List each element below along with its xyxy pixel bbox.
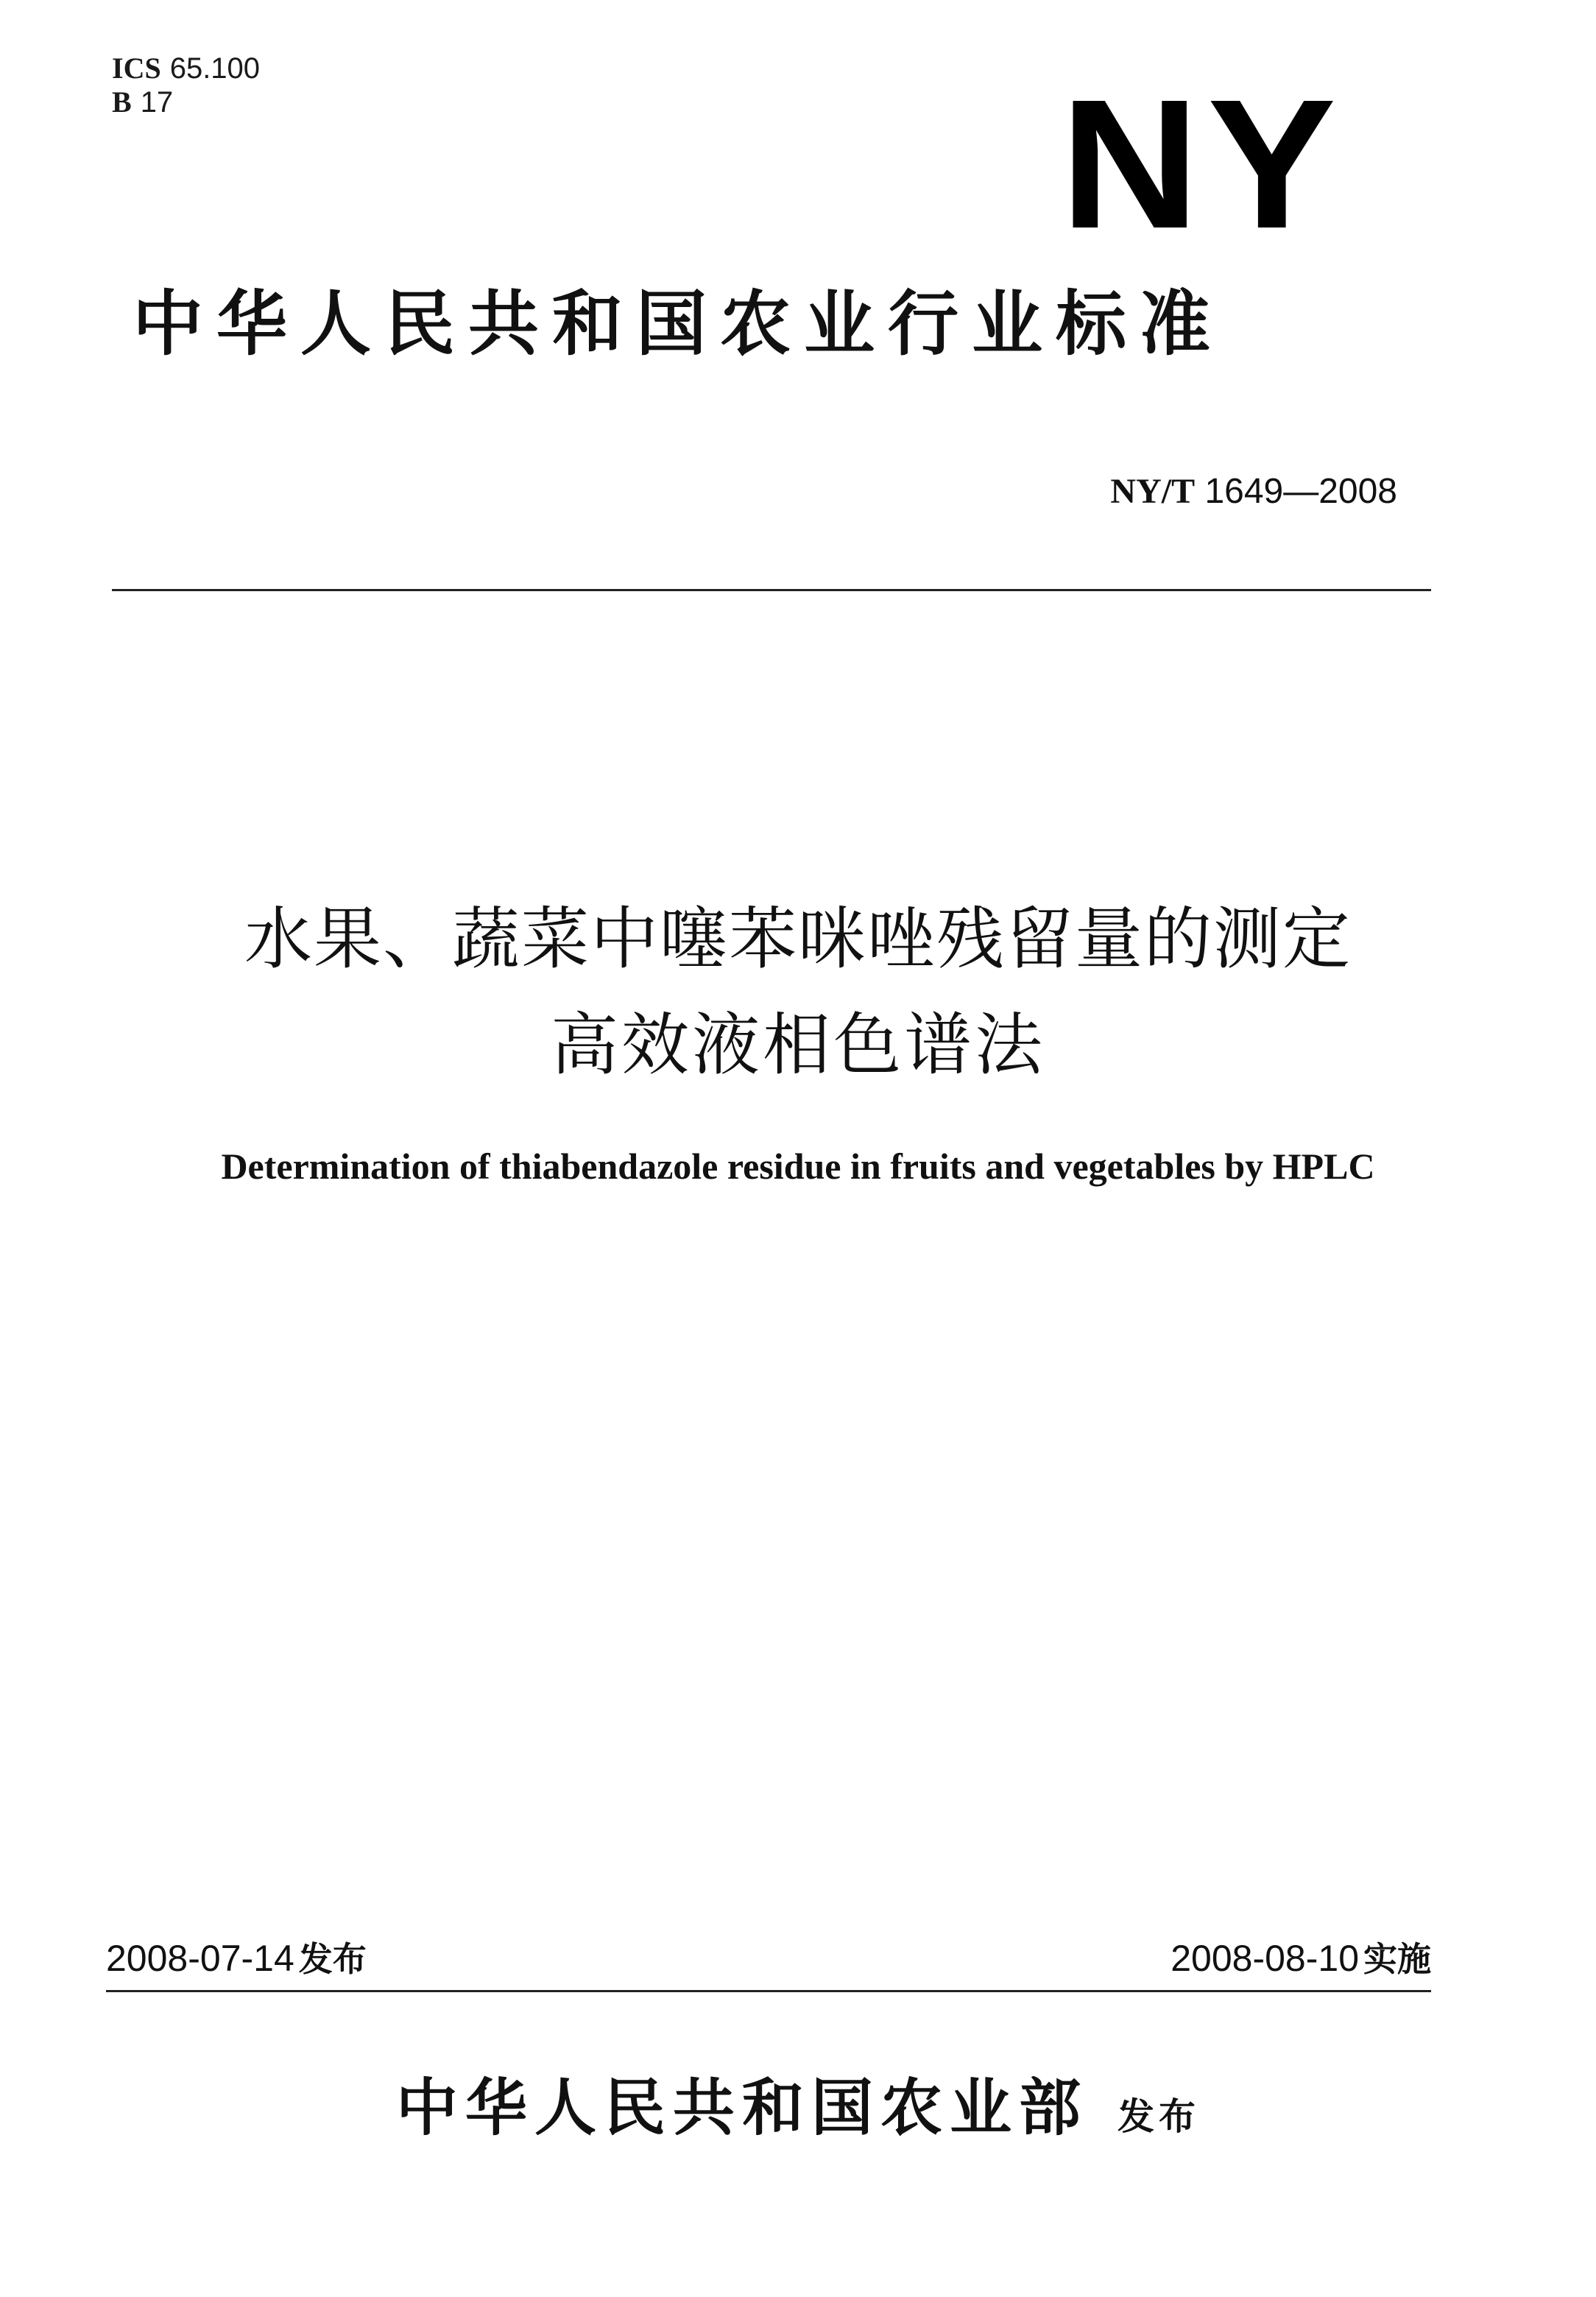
- ministry-title: 中华人民共和国农业行业标准: [133, 282, 1224, 365]
- issuer-org: 中华人民共和国农业部: [395, 2071, 1088, 2144]
- issue-label: 发布: [298, 1939, 367, 1979]
- issuer: [0, 2067, 1596, 2148]
- ics-line: [112, 52, 260, 85]
- issue-date-block: [106, 1935, 367, 1983]
- standard-prefix: NY/T: [1110, 472, 1196, 511]
- bottom-divider: [106, 1990, 1431, 1992]
- ccs-code: 17: [140, 86, 174, 119]
- ccs-line: [112, 85, 260, 119]
- issue-date: 2008-07-14: [106, 1938, 294, 1979]
- issuer-action: 发布: [1117, 2095, 1200, 2138]
- standard-code: 1649—2008: [1204, 472, 1397, 511]
- ccs-label: B: [112, 85, 132, 119]
- standard-number: [1110, 471, 1397, 512]
- implement-label: 实施: [1363, 1939, 1431, 1979]
- top-divider: [112, 589, 1431, 591]
- title-line-1: 水果、蔬菜中噻苯咪唑残留量的测定: [244, 900, 1352, 978]
- classification-codes: [112, 52, 260, 119]
- ny-logo: NY: [1060, 61, 1344, 267]
- english-title: Determination of thiabendazole residue in fruits and vegetables by HPLC: [221, 1146, 1375, 1187]
- ics-code: 65.100: [169, 52, 261, 85]
- implement-date: 2008-08-10: [1170, 1938, 1359, 1979]
- ics-label: ICS: [112, 52, 161, 85]
- title-line-2: 高效液相色谱法: [550, 1006, 1045, 1084]
- implement-date-block: [1170, 1935, 1431, 1983]
